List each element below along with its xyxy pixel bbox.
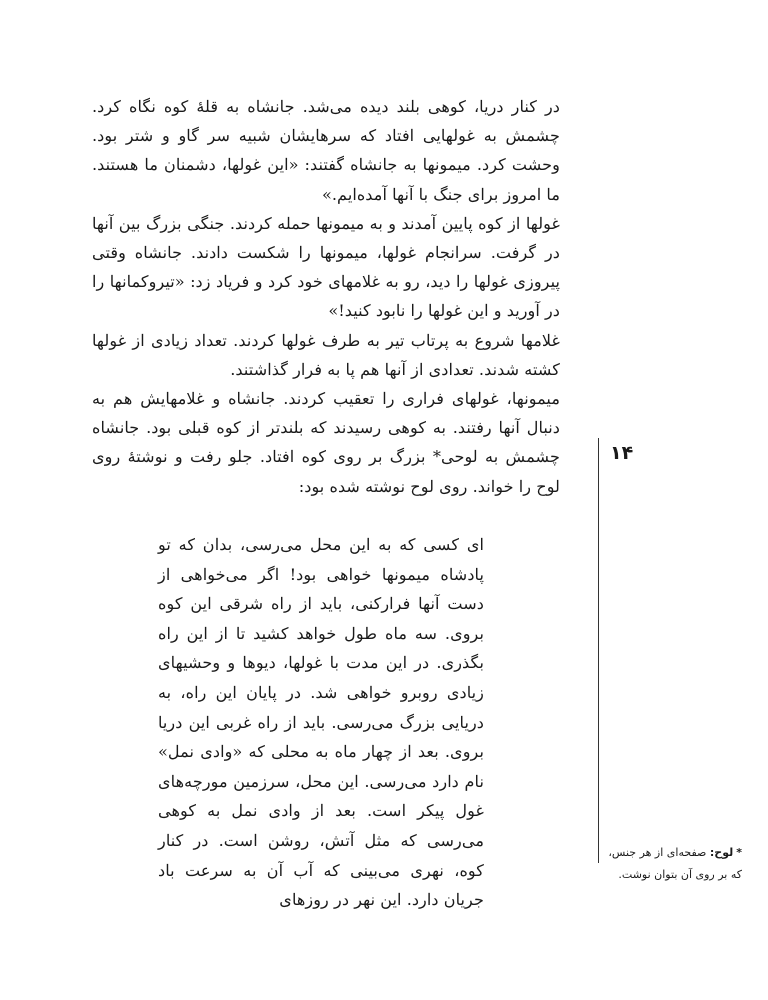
paragraph-4: میمونها، غولهای فراری را تعقیب کردند. جانشاه و غلامهایش هم به دنبال آنها رفتند. به کوهی رسیدند که بلندتر از کوه قبلی بود. جانشاه چشمش به لوحی* بزرگ بر روی کوه افتاد. جلو رفت و نوشتهٔ روی لوح را خواند. روی لوح نوشته شده بود: [92, 389, 560, 496]
paragraph-2: غولها از کوه پایین آمدند و به میمونها حمله کردند. جنگی بزرگ بین آنها در گرفت. سرانجام غولها، میمونها را شکست دادند. جانشاه وقتی پیروزی غولها را دید، رو به غلامهای خود کرد و فریاد زد: «تیروکمانها را در آورید و این غولها را نابود کنید!» [92, 213, 560, 321]
margin-rule [598, 438, 599, 863]
paragraph-1: در کنار دریا، کوهی بلند دیده می‌شد. جانشاه به قلهٔ کوه نگاه کرد. چشمش به غولهایی افتاد که سرهایشان شبیه سر گاو و شتر بود. وحشت کرد. میمونها به جانشاه گفتند: «این غولها، دشمنان ما هستند. ما امروز برای جنگ با آنها آمده‌ایم.» [92, 97, 560, 204]
page-number: ۱۴ [610, 442, 634, 464]
footnote-term: لوح: [709, 846, 734, 859]
main-text [92, 92, 560, 501]
paragraph-3: غلامها شروع به پرتاب تیر به طرف غولها کردند. تعداد زیادی از غولها کشته شدند. تعدادی از آنها هم پا به فرار گذاشتند. [92, 330, 560, 379]
footnote-marker: * [736, 846, 742, 859]
footnote-text: صفحه‌ای از هر جنس، که بر روی آن بتوان نوشت. [608, 846, 742, 881]
inscription-block [158, 530, 484, 915]
footnote [600, 842, 742, 886]
inscription-text: ای کسی که به این محل می‌رسی، بدان که تو پادشاه میمونها خواهی بود! اگر می‌خواهی از دست آنها فرارکنی، باید از راه شرقی این کوه بروی. سه ماه طول خواهد کشید تا از این راه بگذری. در این مدت با غولها، دیوها و وحشیهای زیادی روبرو خواهی شد. در پایان این راه، به دریایی بزرگ می‌رسی. باید از راه غربی این دریا بروی. بعد از چهار ماه به محلی که «وادی نمل» نام دارد می‌رسی. این محل، سرزمین مورچه‌های غول پیکر است. بعد از وادی نمل به کوهی می‌رسی که مثل آتش، روشن است. در کنار کوه، نهری می‌بینی که آب آن به سرعت باد جریان دارد. این نهر در روزهای [158, 535, 484, 910]
